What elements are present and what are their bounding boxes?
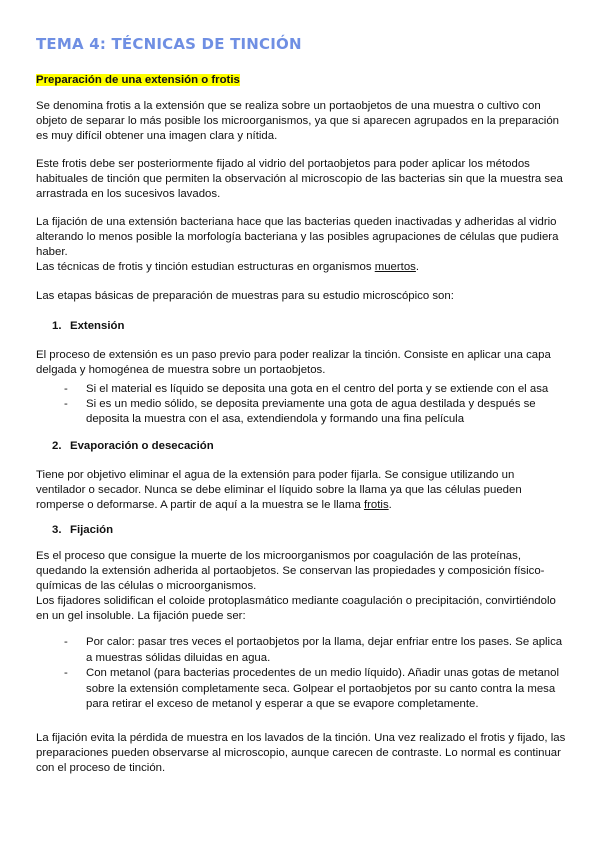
stage-2-heading [36,439,566,454]
techniques-text-pre: Las técnicas de frotis y tinción estudian estructuras en organismos [36,261,375,273]
highlighted-heading: Preparación de una extensión o frotis [36,74,240,86]
paragraph-frotis-fixing: Este frotis debe ser posteriormente fijado al vidrio del portaobjetos para poder aplicar los métodos habituales de tinción que permiten la observación al microscopio de las bacterias sin que la muestra sea arrastrada en los sucesivos lavados. [36,158,563,200]
document-title: TEMA 4: TÉCNICAS DE TINCIÓN [36,35,302,53]
list-item: - Con metanol (para bacterias procedentes de un medio líquido). Añadir unas gotas de metanol sobre la extensión completamente seca. Golpear el portaobjetos por su canto contra la mesa para retirar el exceso de metanol y esperar a que se evapore completamente. [36,666,566,713]
techniques-text-post: . [415,261,420,273]
list-item: - Por calor: pasar tres veces el portaobjetos por la llama, dejar enfriar entre los pases. Se aplica a muestras sólidas diluidas en agua. [36,635,566,666]
stage-3-number: 3. [52,524,62,536]
stage-2-title: Evaporación o desecación [70,440,214,452]
stage-1-list [36,382,566,427]
stage-2-text-pre: Tiene por objetivo eliminar el agua de la extensión para poder fijarla. Se consigue utilizando un ventilador o secador. Nunca se debe eliminar el líquido sobre la llama ya que las células pueden romperse o deformarse. A partir de aquí a la muestra se le llama [36,469,522,511]
stage-3-final-text: La fijación evita la pérdida de muestra en los lavados de la tinción. Una vez realizado el frotis y fijado, las preparaciones pueden observarse al microscopio, aunque carecen de contraste. Lo normal es continuar con el proceso de tinción. [36,732,566,774]
paragraph-fixation [36,215,566,275]
fixation-text: La fijación de una extensión bacteriana hace que las bacterias queden inactivadas y adheridas al vidrio alterando lo menos posible la morfología bacteriana y las posibles agrupaciones de células que pudiera haber. [36,216,559,258]
stage-1-number: 1. [52,320,62,332]
stage-3-text-2: Los fijadores solidifican el coloide protoplasmático mediante coagulación o precipitación, convirtiéndolo en un gel insoluble. La fijación puede ser: [36,595,556,622]
stage-2-text [36,468,566,513]
stage-1-text: El proceso de extensión es un paso previo para poder realizar la tinción. Consiste en aplicar una capa delgada y homogénea de muestra sobre un portaobjetos. [36,349,551,376]
techniques-text [36,260,566,275]
stage-2-number: 2. [52,440,62,452]
stage-3-text-1: Es el proceso que consigue la muerte de los microorganismos por coagulación de las proteínas, quedando la extensión adherida al portaobjetos. Se conservan las propiedades y composición físico-químicas de las células o microorganismos. [36,550,545,592]
stage-2-text-post: . [388,499,392,511]
stage-3-title: Fijación [70,524,114,536]
stage-3-heading [36,523,566,538]
list-item: - Si es un medio sólido, se deposita previamente una gota de agua destilada y después se deposita la muestra con el asa, extendiendola y formando una fina película [36,397,566,427]
stage-3-text [36,549,566,624]
stage-3-list [36,635,566,713]
list-item: - Si el material es líquido se deposita una gota en el centro del porta y se extiende con el asa [36,382,566,397]
stage-1-heading [36,319,566,334]
underlined-muertos: muertos [374,261,416,273]
underlined-frotis: frotis [363,499,389,511]
stage-1-title: Extensión [70,320,125,332]
section-heading [36,73,566,88]
paragraph-frotis-definition: Se denomina frotis a la extensión que se realiza sobre un portaobjetos de una muestra o cultivo con objeto de separar lo más posible los microorganismos, ya que si aparecen agrupados en la preparación es muy difícil obtener una imagen clara y nítida. [36,100,560,142]
paragraph-stages-intro: Las etapas básicas de preparación de muestras para su estudio microscópico son: [36,290,454,302]
